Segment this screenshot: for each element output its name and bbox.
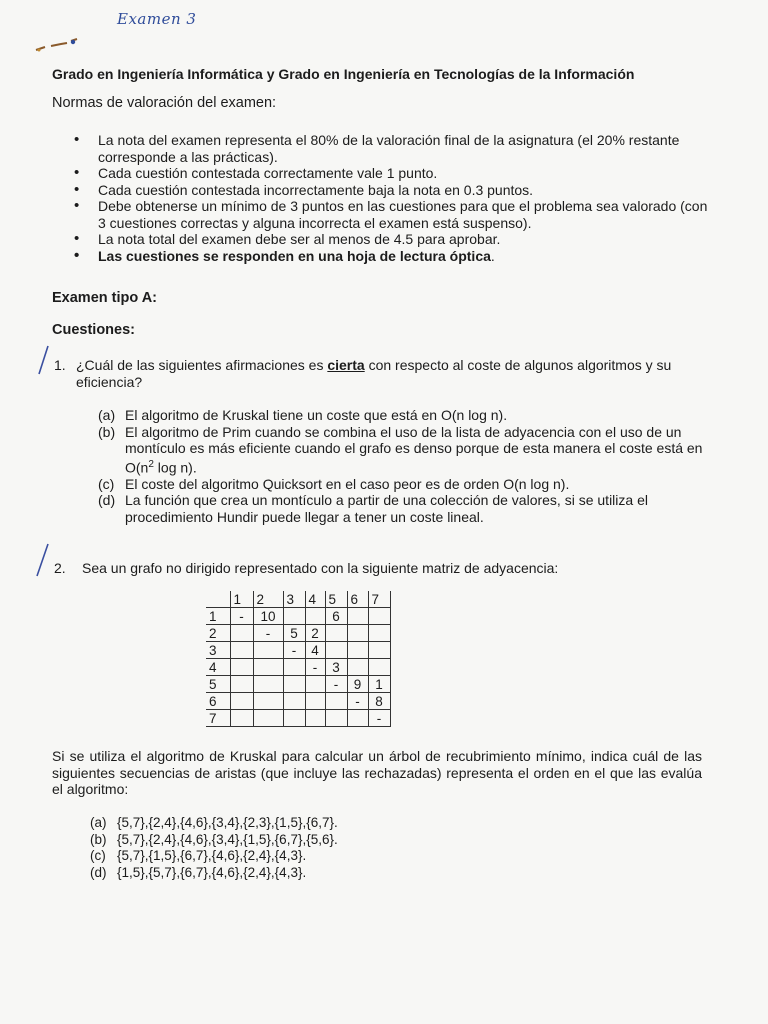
matrix-header-cell: 3: [283, 591, 305, 608]
matrix-cell: 4: [305, 642, 325, 659]
matrix-cell: [253, 642, 283, 659]
matrix-cell: [253, 693, 283, 710]
norm-item: • Debe obtenerse un mínimo de 3 puntos en las cuestiones para que el problema sea valorado (con 3 cuestiones correctas y alguna incorrecta el examen está suspenso).: [72, 198, 712, 231]
question-1-options: [98, 407, 708, 525]
matrix-header-cell: 6: [347, 591, 368, 608]
matrix-row-label: 2: [206, 625, 230, 642]
matrix-cell: [230, 710, 253, 727]
matrix-cell: [230, 659, 253, 676]
matrix-row-label: 1: [206, 608, 230, 625]
matrix-row: [206, 642, 390, 659]
question-number: 2.: [54, 560, 66, 576]
question-number: 1.: [54, 357, 66, 373]
matrix-header-cell: [206, 591, 230, 608]
matrix-header-cell: 2: [253, 591, 283, 608]
matrix-header-cell: 7: [368, 591, 390, 608]
matrix-header-cell: 1: [230, 591, 253, 608]
norm-item: • La nota total del examen debe ser al menos de 4.5 para aprobar.: [72, 231, 712, 248]
matrix-row: [206, 693, 390, 710]
matrix-cell: 10: [253, 608, 283, 625]
matrix-cell: [253, 659, 283, 676]
matrix-cell: [368, 608, 390, 625]
option-d: (d) La función que crea un montículo a partir de una colección de valores, si se utiliza el procedimiento Hundir puede llegar a tener un coste lineal.: [98, 492, 648, 525]
matrix-row-label: 3: [206, 642, 230, 659]
matrix-cell: 6: [325, 608, 347, 625]
norm-item: • Cada cuestión contestada correctamente vale 1 punto.: [72, 165, 712, 182]
matrix-cell: -: [325, 676, 347, 693]
option-d: (d) {1,5},{5,7},{6,7},{4,6},{2,4},{4,3}.: [90, 864, 307, 880]
matrix-cell: [230, 625, 253, 642]
matrix-cell: 5: [283, 625, 305, 642]
matrix-cell: 1: [368, 676, 390, 693]
matrix-cell: -: [368, 710, 390, 727]
matrix-cell: [305, 608, 325, 625]
matrix-cell: [325, 693, 347, 710]
adjacency-matrix: [206, 591, 391, 727]
matrix-cell: [368, 625, 390, 642]
matrix-cell: [347, 642, 368, 659]
matrix-cell: -: [347, 693, 368, 710]
matrix-row: [206, 659, 390, 676]
handwritten-exam-note: Examen 3: [117, 10, 197, 28]
matrix-row-label: 5: [206, 676, 230, 693]
matrix-row: [206, 676, 390, 693]
matrix-cell: [347, 608, 368, 625]
norms-list: [72, 132, 712, 264]
matrix-cell: 8: [368, 693, 390, 710]
matrix-header-cell: 5: [325, 591, 347, 608]
matrix-header-cell: 4: [305, 591, 325, 608]
matrix-cell: [230, 676, 253, 693]
matrix-cell: [347, 659, 368, 676]
norm-item: • Las cuestiones se responden en una hoja de lectura óptica.: [72, 248, 712, 265]
norms-heading: Normas de valoración del examen:: [52, 95, 277, 111]
option-c: (c) {5,7},{1,5},{6,7},{4,6},{2,4},{4,3}.: [90, 848, 307, 863]
matrix-cell: [283, 659, 305, 676]
matrix-cell: [305, 693, 325, 710]
matrix-row: [206, 710, 390, 727]
option-b: (b) {5,7},{2,4},{4,6},{3,4},{1,5},{6,7},{5,6}.: [90, 831, 338, 847]
matrix-row: [206, 625, 390, 642]
matrix-row-label: 4: [206, 659, 230, 676]
matrix-row-label: 7: [206, 710, 230, 727]
questions-heading: Cuestiones:: [52, 322, 135, 338]
question-1-text: ¿Cuál de las siguientes afirmaciones es cierta con respecto al coste de algunos algoritmos y su eficiencia?: [76, 357, 672, 390]
question-2-options: [90, 815, 610, 881]
matrix-row: [206, 608, 390, 625]
matrix-header-row: [206, 591, 390, 608]
exam-type-heading: Examen tipo A:: [52, 290, 158, 306]
matrix-cell: 2: [305, 625, 325, 642]
matrix-cell: [347, 710, 368, 727]
degree-title: Grado en Ingeniería Informática y Grado en Ingeniería en Tecnologías de la Información: [52, 66, 635, 82]
matrix-cell: -: [253, 625, 283, 642]
matrix-cell: -: [305, 659, 325, 676]
norm-item: • Cada cuestión contestada incorrectamente baja la nota en 0.3 puntos.: [72, 182, 712, 199]
matrix-cell: [347, 625, 368, 642]
matrix-cell: [283, 710, 305, 727]
matrix-cell: [283, 693, 305, 710]
matrix-cell: [325, 710, 347, 727]
question-2-paragraph: Si se utiliza el algoritmo de Kruskal para calcular un árbol de recubrimiento mínimo, indica cuál de las siguientes secuencias de aristas (que incluye las rechazadas) representa el orden en el que las evalúa el algoritmo:: [52, 748, 702, 797]
option-c: (c) El coste del algoritmo Quicksort en el caso peor es de orden O(n log n).: [98, 475, 570, 492]
matrix-cell: [325, 642, 347, 659]
handwritten-slash: [32, 542, 54, 578]
option-a: (a) {5,7},{2,4},{4,6},{3,4},{2,3},{1,5},{6,7}.: [90, 815, 338, 830]
matrix-cell: [325, 625, 347, 642]
matrix-cell: 3: [325, 659, 347, 676]
handwritten-mark: [33, 36, 83, 56]
option-b: (b) El algoritmo de Prim cuando se combina el uso de la lista de adyacencia con el uso de un montículo es más eficiente cuando el grafo es denso porque de esta manera el coste está en $O(n^2$ log n).: [98, 423, 703, 476]
matrix-cell: [283, 608, 305, 625]
matrix-cell: [368, 642, 390, 659]
matrix-cell: 9: [347, 676, 368, 693]
handwritten-slash: [34, 344, 54, 376]
norm-item: • La nota del examen representa el 80% de la valoración final de la asignatura (el 20% restante corresponde a las prácticas).: [72, 132, 712, 165]
matrix-cell: [253, 676, 283, 693]
matrix-row-label: 6: [206, 693, 230, 710]
matrix-cell: [230, 642, 253, 659]
matrix-cell: [305, 676, 325, 693]
matrix-cell: [253, 710, 283, 727]
matrix-cell: [305, 710, 325, 727]
question-2-text: Sea un grafo no dirigido representado con la siguiente matriz de adyacencia:: [82, 560, 559, 576]
matrix-cell: [283, 676, 305, 693]
matrix-cell: -: [230, 608, 253, 625]
matrix-cell: [368, 659, 390, 676]
matrix-cell: -: [283, 642, 305, 659]
matrix-cell: [230, 693, 253, 710]
option-a: (a) El algoritmo de Kruskal tiene un coste que está en O(n log n).: [98, 407, 508, 423]
